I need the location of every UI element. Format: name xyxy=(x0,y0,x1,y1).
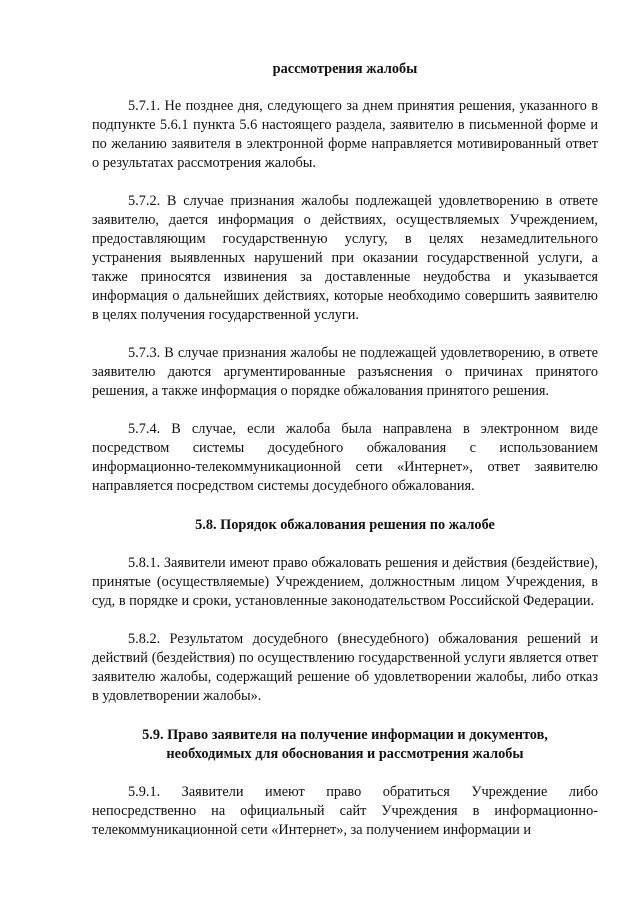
section-5-9-title xyxy=(92,726,598,764)
paragraph-5-7-4: 5.7.4. В случае, если жалоба была направлена в электронном виде посредством системы досудебного обжалования с использованием информационно-телекоммуникационной сети «Интернет», ответ заявителю направляется посредством системы досудебного обжалования. xyxy=(92,421,598,494)
paragraph-5-7-2: 5.7.2. В случае признания жалобы подлежащей удовлетворению в ответе заявителю, дается информация о действиях, осуществляемых Учреждением, предоставляющим государственную услугу, в целях незамедлительного устранения выявленных нарушений при оказании государственной услуги, а также приносятся извинения за доставленные неудобства и указывается информация о дальнейших действиях, которые необходимо совершить заявителю в целях получения государственной услуги. xyxy=(92,193,598,323)
paragraph-5-8-2: 5.8.2. Результатом досудебного (внесудебного) обжалования решений и действий (бездействия) по осуществлению государственной услуги является ответ заявителю жалобы, содержащий решение об удовлетворении жалобы, либо отказ в удовлетворении жалобы». xyxy=(92,631,598,704)
paragraph-5-8-1: 5.8.1. Заявители имеют право обжаловать решения и действия (бездействие), принятые (осуществляемые) Учреждением, должностным лицом Учреждения, в суд, в порядке и сроки, установленные законодательством Российской Федерации. xyxy=(92,555,598,609)
section-5-9-title-line1: 5.9. Право заявителя на получение информации и документов, xyxy=(142,727,548,743)
section-5-8-title: 5.8. Порядок обжалования решения по жалобе xyxy=(195,517,495,533)
heading-top: рассмотрения жалобы xyxy=(272,61,418,77)
section-5-9-title-line2: необходимых для обоснования и рассмотрения жалобы xyxy=(166,746,524,762)
paragraph-5-9-1: 5.9.1. Заявители имеют право обратиться Учреждение либо непосредственно на официальный сайт Учреждения в информационно-телекоммуникационной сети «Интернет», за получением информации и xyxy=(92,784,598,838)
paragraph-5-7-1: 5.7.1. Не позднее дня, следующего за днем принятия решения, указанного в подпункте 5.6.1 пункта 5.6 настоящего раздела, заявителю в письменной форме и по желанию заявителя в электронной форме направляется мотивированный ответ о результатах рассмотрения жалобы. xyxy=(92,98,598,171)
paragraph-5-7-3: 5.7.3. В случае признания жалобы не подлежащей удовлетворению, в ответе заявителю даются аргументированные разъяснения о причинах принятого решения, а также информация о порядке обжалования принятого решения. xyxy=(92,345,598,399)
